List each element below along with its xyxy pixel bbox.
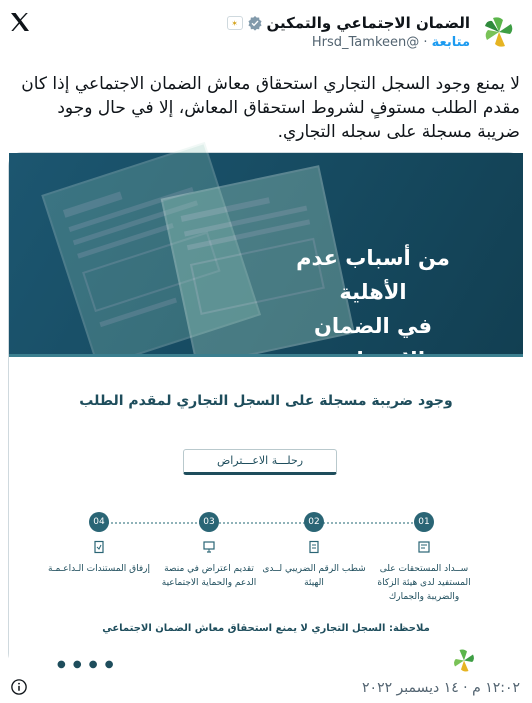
attachment-icon xyxy=(92,540,106,554)
step-number: 02 xyxy=(304,512,324,532)
step-04 xyxy=(44,512,154,576)
payment-icon xyxy=(417,540,431,554)
step-text: تقديم اعتراض في منصة الدعم والحماية الاجتماعية xyxy=(161,564,257,588)
step-03 xyxy=(154,512,264,590)
footer-decoration: ● ● ● ● xyxy=(57,659,116,670)
tweet-timestamp[interactable]: ١٢:٠٢ م · ١٤ ديسمبر ٢٠٢٢ xyxy=(362,680,520,696)
infographic-note: ملاحظة: السجل التجاري لا يمنع استحقاق معاش الضمان الاجتماعي xyxy=(102,623,430,634)
document-icon xyxy=(307,540,321,554)
banner-title-line-1: من أسباب عدم الأهلية xyxy=(296,246,450,304)
org-logo-icon xyxy=(449,647,479,671)
separator-dot: · xyxy=(419,35,428,50)
infographic-body xyxy=(9,357,523,668)
step-01 xyxy=(369,512,479,604)
step-number: 01 xyxy=(414,512,434,532)
org-logo-icon xyxy=(479,12,519,52)
step-number: 04 xyxy=(89,512,109,532)
infographic-banner xyxy=(9,153,523,357)
banner-title-line-2: في الضمان xyxy=(314,314,432,338)
tweet-media-image[interactable] xyxy=(8,152,522,670)
info-icon[interactable] xyxy=(10,678,28,696)
avatar[interactable] xyxy=(478,11,520,53)
step-text: شطب الرقم الضريبي لــدى الهيئة xyxy=(262,564,366,588)
tweet-author xyxy=(227,10,520,54)
step-02 xyxy=(259,512,369,590)
journey-label: رحلـــة الاعـــتراض xyxy=(183,449,337,475)
step-text: ســداد المستحقات على المستفيد لدى هيئة الزكاة والضريبة والجمارك xyxy=(377,564,471,602)
account-handle[interactable]: @Hrsd_Tamkeen xyxy=(311,35,420,50)
step-text: إرفاق المستندات الـداعـمـة xyxy=(48,564,150,574)
account-name[interactable]: الضمان الاجتماعي والتمكين xyxy=(266,14,470,32)
follow-button[interactable]: متابعة xyxy=(431,35,470,50)
step-number: 03 xyxy=(199,512,219,532)
infographic-heading: وجود ضريبة مسجلة على السجل التجاري لمقدم الطلب xyxy=(79,393,453,409)
tweet-text: لا يمنع وجود السجل التجاري استحقاق معاش الضمان الاجتماعي إذا كان مقدم الطلب مستوفٍ لشروط استحقاق المعاش، إلا في حال وجود ضريبة مسجلة على سجله التجاري. xyxy=(21,74,520,142)
x-logo-icon[interactable] xyxy=(8,10,32,34)
affiliate-badge-icon: ✶ xyxy=(227,16,243,30)
verified-badge-icon xyxy=(247,15,263,31)
platform-icon xyxy=(202,540,216,554)
